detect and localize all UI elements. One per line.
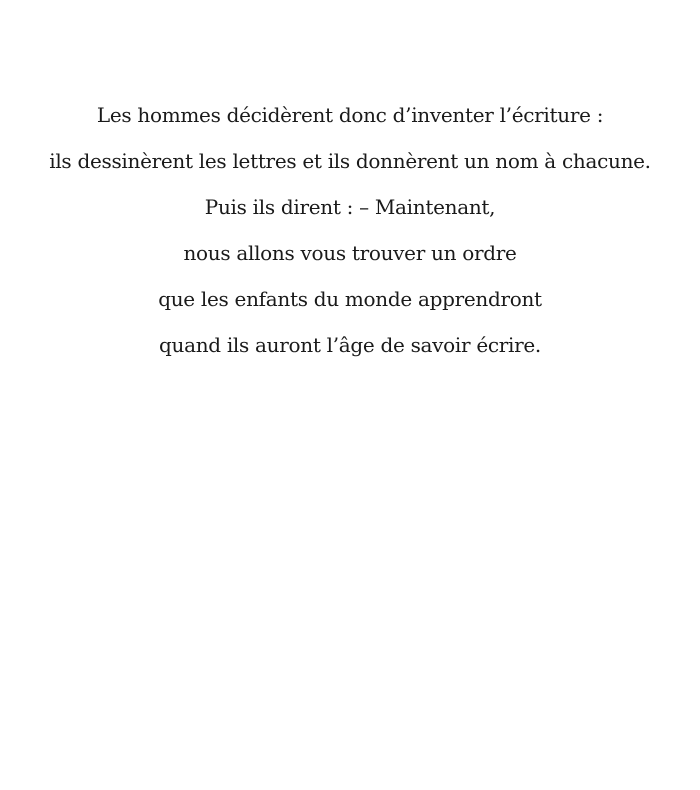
poem-text-block bbox=[0, 100, 700, 376]
poem-line-4: nous allons vous trouver un ordre bbox=[183, 241, 517, 265]
poem-line-6: quand ils auront l’âge de savoir écrire. bbox=[158, 333, 541, 357]
poem-line-2: ils dessinèrent les lettres et ils donnèrent un nom à chacune. bbox=[49, 149, 651, 173]
poem-line-5: que les enfants du monde apprendront bbox=[158, 287, 542, 311]
poem-line-3: Puis ils dirent : – Maintenant, bbox=[204, 195, 496, 219]
poem-line-1: Les hommes décidèrent donc d’inventer l’écriture : bbox=[96, 103, 604, 127]
